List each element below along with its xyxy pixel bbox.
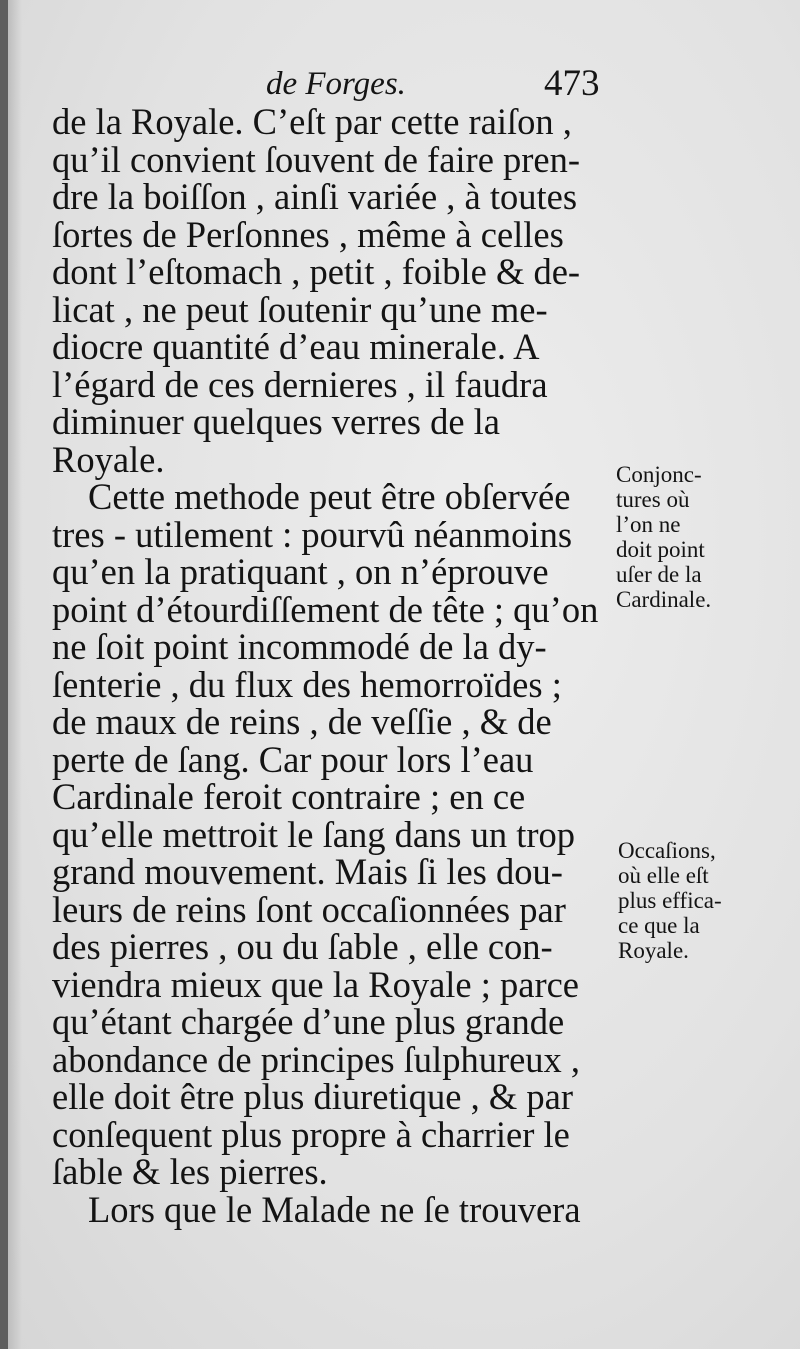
text-line: Cette methode peut être obſervée	[88, 476, 571, 517]
margin-note-line: Royale.	[618, 938, 689, 963]
book-page	[8, 0, 800, 1349]
text-line: qu’il convient ſouvent de faire pren-	[52, 138, 581, 180]
margin-note-line: Occaſions,	[618, 838, 716, 863]
text-line: Lors que le Malade ne ſe trouvera	[88, 1188, 581, 1230]
text-line: ſortes de Perſonnes , même à celles	[52, 213, 564, 255]
text-line: dre la boiſſon , ainſi variée , à toutes	[52, 176, 578, 217]
text-line: Cardinale feroit contraire ; en ce	[52, 776, 526, 817]
text-line: diminuer quelques verres de la	[52, 401, 500, 442]
text-line: point d’étourdiſſement de tête ; qu’on	[52, 588, 599, 630]
text-line: tres - utilement : pourvû néanmoins	[52, 513, 573, 555]
margin-note-occasions	[618, 838, 722, 963]
text-line: ne ſoit point incommodé de la dy-	[52, 626, 547, 667]
text-line: qu’elle mettroit le ſang dans un trop	[52, 813, 576, 855]
margin-note-line: uſer de la	[616, 562, 702, 587]
text-line: diocre quantité d’eau minerale. A	[52, 326, 540, 367]
margin-note-line: plus effica-	[618, 888, 722, 913]
margin-note-line: Conjonc-	[616, 462, 702, 487]
text-line: grand mouvement. Mais ſi les dou-	[52, 851, 563, 892]
text-line: leurs de reins ſont occaſionnées par	[52, 888, 566, 930]
text-line: perte de ſang. Car pour lors l’eau	[52, 738, 534, 780]
text-line: qu’étant chargée d’une plus grande	[52, 1001, 565, 1042]
page-gutter-shadow	[8, 0, 22, 1349]
text-line: des pierres , ou du ſable , elle con-	[52, 926, 553, 967]
text-line: abondance de principes ſulphureux ,	[52, 1038, 581, 1080]
margin-note-line: tures où	[616, 487, 690, 512]
text-line: ſable & les pierres.	[52, 1151, 328, 1192]
body-text	[52, 103, 612, 1228]
text-line: de la Royale. C’eſt par cette raiſon ,	[52, 101, 572, 142]
margin-note-line: où elle eſt	[618, 863, 709, 888]
text-line: Royale.	[52, 438, 165, 480]
running-title: de Forges.	[266, 66, 406, 102]
margin-note-line: ce que la	[618, 913, 700, 938]
text-line: elle doit être plus diuretique , & par	[52, 1076, 573, 1117]
text-line: dont l’eſtomach , petit , foible & de-	[52, 251, 581, 292]
margin-note-line: l’on ne	[616, 512, 681, 537]
text-line: licat , ne peut ſoutenir qu’une me-	[52, 288, 548, 330]
page-number: 473	[544, 63, 600, 104]
text-line: viendra mieux que la Royale ; parce	[52, 963, 580, 1005]
margin-note-conjonctures	[616, 462, 711, 612]
text-line: qu’en la pratiquant , on n’éprouve	[52, 551, 549, 592]
text-line: ſenterie , du flux des hemorroïdes ;	[52, 663, 562, 705]
text-line: de maux de reins , de veſſie , & de	[52, 701, 552, 742]
text-line: l’égard de ces dernieres , il faudra	[52, 363, 548, 405]
margin-note-line: doit point	[616, 537, 705, 562]
margin-note-line: Cardinale.	[616, 587, 712, 612]
text-line: conſequent plus propre à charrier le	[52, 1113, 570, 1155]
